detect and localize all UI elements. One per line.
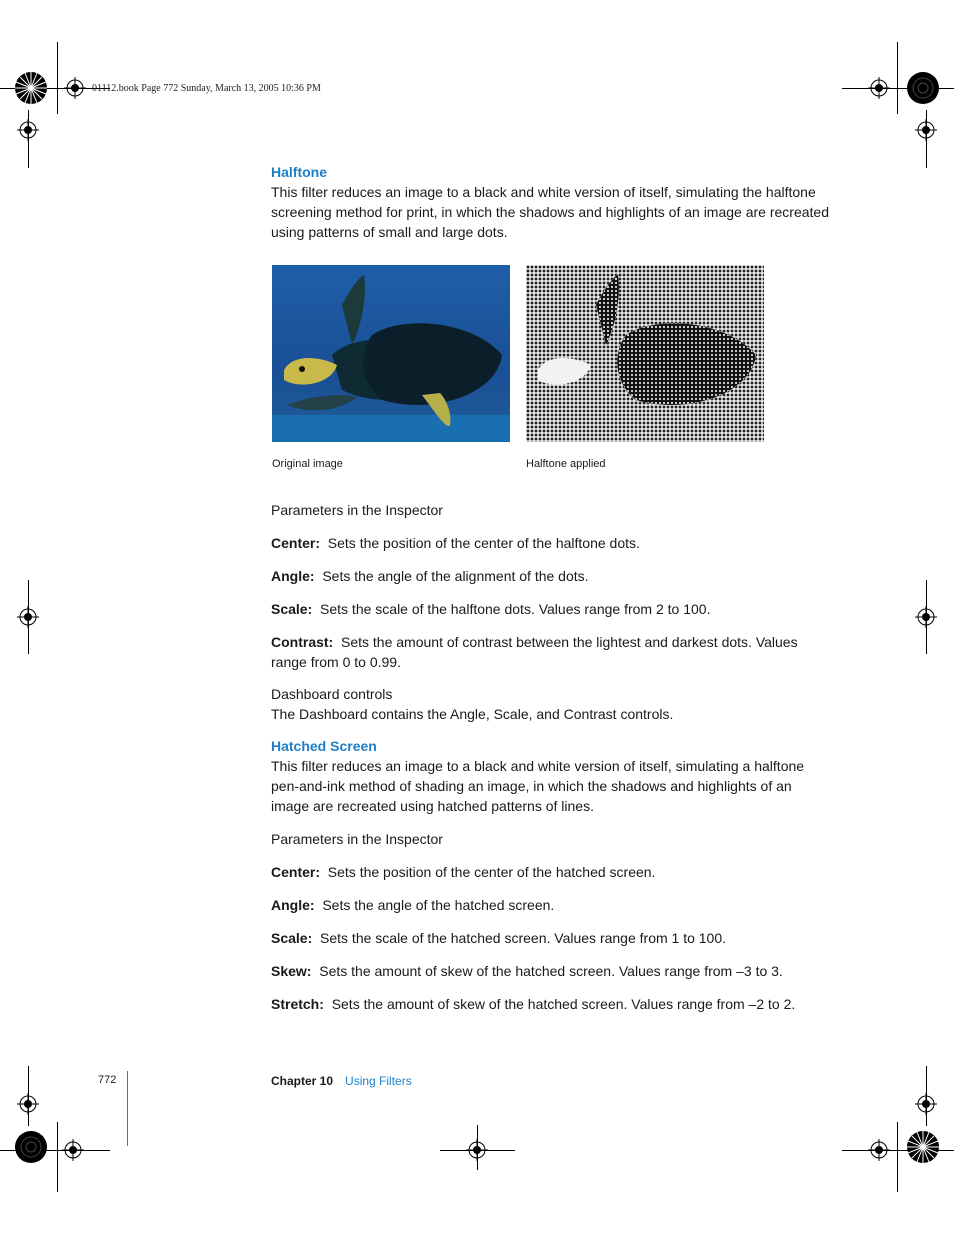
dashboard-heading: Dashboard controls bbox=[271, 686, 393, 702]
section-heading-halftone: Halftone bbox=[271, 164, 327, 180]
crop-line bbox=[57, 1122, 58, 1192]
param-item: Scale: Sets the scale of the halftone dots. Values range from 2 to 100. bbox=[271, 601, 711, 617]
turtle-halftone bbox=[526, 265, 764, 442]
crop-line bbox=[897, 42, 898, 114]
registration-mark-icon bbox=[915, 1093, 937, 1115]
section-heading-hatched-screen: Hatched Screen bbox=[271, 738, 377, 754]
params-heading: Parameters in the Inspector bbox=[271, 502, 443, 518]
starburst-mark-icon bbox=[906, 1130, 940, 1164]
param-item: Scale: Sets the scale of the hatched screen. Values range from 1 to 100. bbox=[271, 930, 727, 946]
starburst-mark-icon bbox=[14, 1130, 48, 1164]
turtle-photo bbox=[272, 265, 510, 442]
page-content bbox=[271, 162, 831, 1014]
chapter-title-link[interactable]: Using Filters bbox=[345, 1074, 412, 1088]
footer-divider bbox=[127, 1071, 128, 1146]
param-item: Center: Sets the position of the center of the halftone dots. bbox=[271, 535, 640, 551]
registration-mark-icon bbox=[868, 77, 890, 99]
figure-halftone bbox=[526, 265, 764, 470]
param-item: Angle: Sets the angle of the hatched screen. bbox=[271, 897, 555, 913]
registration-mark-icon bbox=[868, 1139, 890, 1161]
registration-mark-icon bbox=[17, 1093, 39, 1115]
starburst-mark-icon bbox=[906, 71, 940, 105]
crop-line bbox=[897, 1122, 898, 1192]
param-item: Skew: Sets the amount of skew of the hatched screen. Values range from –3 to 3. bbox=[271, 963, 783, 979]
figure-original bbox=[272, 265, 510, 470]
print-slug: 01112.book Page 772 Sunday, March 13, 2005 10:36 PM bbox=[92, 83, 321, 94]
registration-mark-icon bbox=[62, 1139, 84, 1161]
footer-chapter bbox=[271, 1074, 412, 1088]
original-image bbox=[272, 265, 510, 442]
halftone-intro: This filter reduces an image to a black and white version of itself, simulating the halftone screening method for print, in which the shadows and highlights of an image are recreated using patterns of small and large dots. bbox=[271, 184, 829, 240]
page-number: 772 bbox=[98, 1074, 117, 1086]
registration-mark-icon bbox=[915, 606, 937, 628]
params-heading: Parameters in the Inspector bbox=[271, 831, 443, 847]
param-item: Stretch: Sets the amount of skew of the hatched screen. Values range from –2 to 2. bbox=[271, 996, 796, 1012]
halftone-image bbox=[526, 265, 764, 442]
starburst-mark-icon bbox=[14, 71, 48, 105]
registration-mark-icon bbox=[64, 77, 86, 99]
figure-caption-halftone: Halftone applied bbox=[526, 458, 606, 470]
figure-row bbox=[271, 265, 831, 500]
param-item: Contrast: Sets the amount of contrast between the lightest and darkest dots. Values range from 0 to 0.99. bbox=[271, 634, 798, 670]
param-item: Center: Sets the position of the center of the hatched screen. bbox=[271, 864, 656, 880]
param-item: Angle: Sets the angle of the alignment of the dots. bbox=[271, 568, 589, 584]
registration-mark-icon bbox=[915, 119, 937, 141]
figure-caption-original: Original image bbox=[272, 458, 343, 470]
crop-line bbox=[57, 42, 58, 114]
chapter-label: Chapter 10 bbox=[271, 1074, 334, 1088]
registration-mark-icon bbox=[17, 606, 39, 628]
dashboard-text: The Dashboard contains the Angle, Scale, and Contrast controls. bbox=[271, 706, 674, 722]
registration-mark-icon bbox=[17, 119, 39, 141]
hatched-intro: This filter reduces an image to a black and white version of itself, simulating a halftone pen-and-ink method of shading an image, in which the shadows and highlights of an image are recreated using hatched patterns of lines. bbox=[271, 758, 805, 814]
registration-mark-icon bbox=[466, 1139, 488, 1161]
